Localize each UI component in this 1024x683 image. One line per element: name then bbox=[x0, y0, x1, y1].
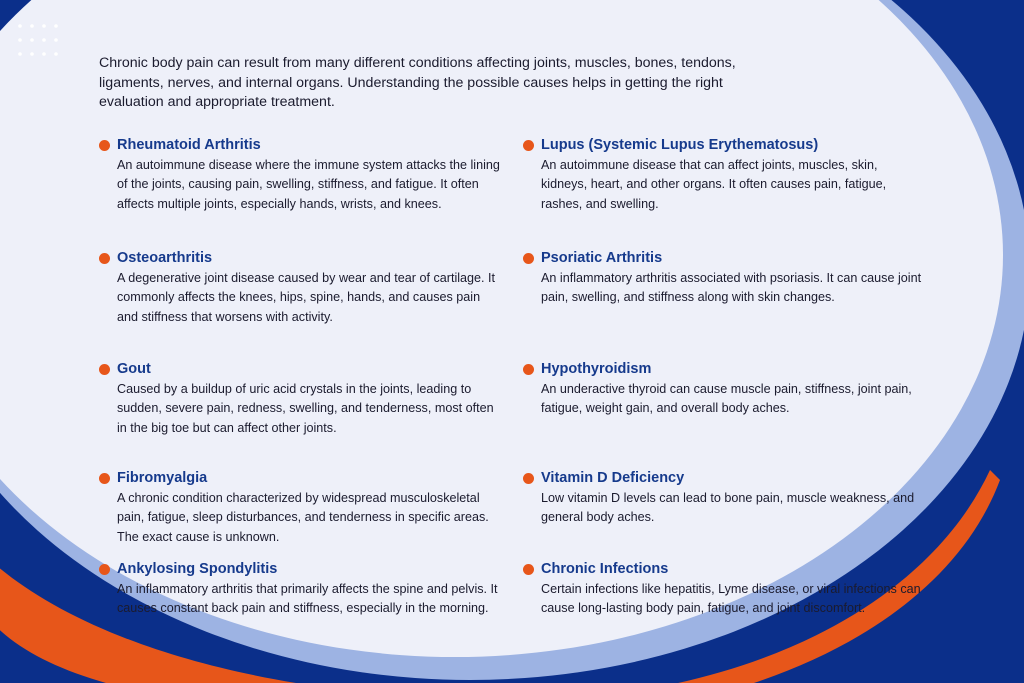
condition-title bbox=[523, 468, 926, 488]
condition-fibromyalgia bbox=[117, 468, 502, 547]
condition-title-text: Psoriatic Arthritis bbox=[541, 250, 663, 266]
condition-title-text: Vitamin D Deficiency bbox=[541, 470, 685, 486]
condition-vitamin-d-deficiency bbox=[541, 468, 926, 528]
condition-title-text: Fibromyalgia bbox=[117, 470, 208, 486]
condition-ankylosing-spondylitis bbox=[117, 559, 502, 619]
condition-description: An inflammatory arthritis that primarily affects the spine and pelvis. It causes constant back pain and stiffness, especially in the morning. bbox=[117, 582, 498, 616]
condition-title-text: Chronic Infections bbox=[541, 561, 669, 577]
dots-pattern-icon bbox=[16, 22, 66, 62]
condition-psoriatic-arthritis bbox=[541, 248, 926, 308]
condition-title-text: Ankylosing Spondylitis bbox=[117, 561, 278, 577]
bullet-icon bbox=[99, 564, 110, 575]
condition-title bbox=[99, 359, 502, 379]
bullet-icon bbox=[523, 253, 534, 264]
condition-title bbox=[523, 135, 926, 155]
condition-title bbox=[523, 359, 926, 379]
condition-title bbox=[99, 248, 502, 268]
bullet-icon bbox=[523, 473, 534, 484]
condition-title bbox=[99, 135, 502, 155]
intro-paragraph: Chronic body pain can result from many different conditions affecting joints, muscles, bones, tendons, ligaments, nerves, and internal organs. Understanding the possible causes helps in getting the right evaluation and appropriate treatment. bbox=[99, 55, 736, 110]
condition-hypothyroidism bbox=[541, 359, 926, 419]
condition-description: Caused by a buildup of uric acid crystals in the joints, leading to sudden, severe pain, redness, swelling, and tenderness, most often in the big toe but can affect other joints. bbox=[117, 382, 494, 435]
condition-rheumatoid-arthritis bbox=[117, 135, 502, 214]
condition-description: An autoimmune disease where the immune system attacks the lining of the joints, causing pain, swelling, stiffness, and fatigue. It often affects multiple joints, especially hands, wrists, and knees. bbox=[117, 158, 500, 211]
bullet-icon bbox=[99, 253, 110, 264]
bullet-icon bbox=[523, 140, 534, 151]
condition-description: Certain infections like hepatitis, Lyme disease, or viral infections can cause long-lasting body pain, fatigue, and joint discomfort. bbox=[541, 582, 921, 616]
condition-lupus bbox=[541, 135, 926, 214]
condition-description: An autoimmune disease that can affect joints, muscles, skin, kidneys, heart, and other organs. It often causes pain, fatigue, rashes, and swelling. bbox=[541, 158, 887, 211]
condition-title bbox=[99, 468, 502, 488]
condition-gout bbox=[117, 359, 502, 438]
condition-title-text: Rheumatoid Arthritis bbox=[117, 137, 261, 153]
condition-title bbox=[523, 248, 926, 268]
bullet-icon bbox=[523, 564, 534, 575]
condition-title bbox=[523, 559, 926, 579]
bullet-icon bbox=[523, 364, 534, 375]
bullet-icon bbox=[99, 473, 110, 484]
condition-description: A chronic condition characterized by widespread musculoskeletal pain, fatigue, sleep disturbances, and tenderness in specific areas. The exact cause is unknown. bbox=[117, 491, 489, 544]
bullet-icon bbox=[99, 364, 110, 375]
condition-title-text: Hypothyroidism bbox=[541, 361, 652, 377]
condition-title-text: Lupus (Systemic Lupus Erythematosus) bbox=[541, 137, 819, 153]
condition-description: Low vitamin D levels can lead to bone pain, muscle weakness, and general body aches. bbox=[541, 491, 915, 525]
condition-title-text: Osteoarthritis bbox=[117, 250, 213, 266]
condition-title-text: Gout bbox=[117, 361, 151, 377]
condition-description: A degenerative joint disease caused by wear and tear of cartilage. It commonly affects the knees, hips, spine, hands, and causes pain and stiffness that worsens with activity. bbox=[117, 271, 496, 324]
condition-chronic-infections bbox=[541, 559, 926, 619]
condition-description: An inflammatory arthritis associated with psoriasis. It can cause joint pain, swelling, and stiffness along with skin changes. bbox=[541, 271, 922, 305]
condition-title bbox=[99, 559, 502, 579]
bullet-icon bbox=[99, 140, 110, 151]
condition-description: An underactive thyroid can cause muscle pain, stiffness, joint pain, fatigue, weight gain, and overall body aches. bbox=[541, 382, 912, 416]
condition-osteoarthritis bbox=[117, 248, 502, 327]
